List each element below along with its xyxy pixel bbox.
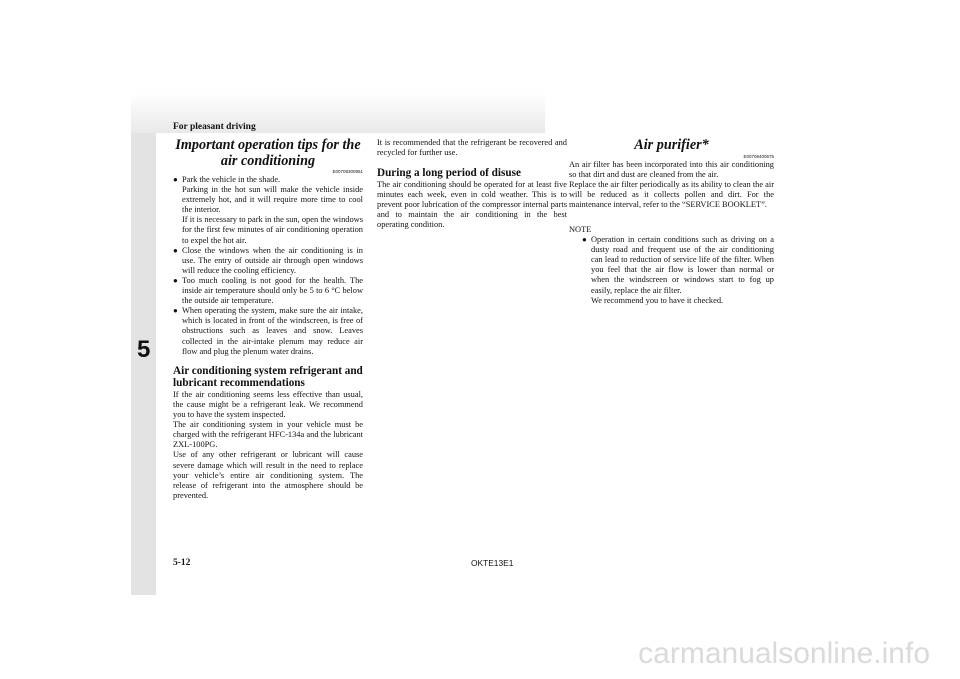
bullet-icon: ● xyxy=(173,306,178,316)
bullet-text: Close the windows when the air conditioning is in use. The entry of outside air through open windows will reduce the cooling efficiency. xyxy=(182,245,363,275)
paragraph: Replace the air filter periodically as its ability to clean the air will be reduced as it collects pollen and dirt. For the maintenance interval, refer to the “SERVICE BOOKLET”. xyxy=(569,179,774,209)
chapter-number: 5 xyxy=(137,336,151,363)
bullet-text: Park the vehicle in the shade. xyxy=(182,175,281,184)
section-code: E00708400675 xyxy=(743,153,774,159)
bullet-icon: ● xyxy=(173,175,178,184)
paragraph: The air conditioning should be operated for at least five minutes each week, even in cold weather. This is to prevent poor lubrication of the compressor internal parts and to maintain the air conditioning in the best operating condition. xyxy=(377,179,567,230)
section-heading-disuse: During a long period of disuse xyxy=(377,167,521,180)
column-2 xyxy=(377,138,567,230)
bullet-item xyxy=(173,175,363,246)
paragraph: The air conditioning system in your vehicle must be charged with the refrigerant HFC-134a and the lubricant ZXL-100PG. xyxy=(173,420,363,450)
paragraph: An air filter has been incorporated into this air conditioning so that dirt and dust are cleaned from the air. xyxy=(569,159,774,179)
note-text: We recommend you to have it checked. xyxy=(591,295,724,305)
note-label: NOTE xyxy=(569,224,592,234)
section-heading-refrigerant: Air conditioning system refrigerant and lubricant recommendations xyxy=(173,364,363,390)
note-body xyxy=(569,235,774,306)
note-text: Operation in certain conditions such as driving on a dusty road and frequent use of the air conditioning can lead to reduction of service life of the filter. When you feel that the air flow is lower than normal or when the windscreen or windows start to fog up easily, replace the air filter. xyxy=(591,235,774,295)
paragraph: If the air conditioning seems less effective than usual, the cause might be a refrigerant leak. We recommend you to have the system inspected. xyxy=(173,389,363,420)
running-header: For pleasant driving xyxy=(173,122,256,132)
column-1 xyxy=(173,138,363,501)
bullet-text: If it is necessary to park in the sun, open the windows for the first few minutes of air conditioning operation to expel the hot air. xyxy=(182,215,363,245)
note-bullet xyxy=(582,235,774,306)
section-heading-air-purifier: Air purifier* xyxy=(634,137,709,153)
watermark: carmanualsonline.info xyxy=(638,637,930,670)
footer-code: OKTE13E1 xyxy=(471,558,514,568)
paragraph: It is recommended that the refrigerant be recovered and recycled for further use. xyxy=(377,138,567,158)
section-code: E00708300951 xyxy=(332,169,363,174)
bullet-icon: ● xyxy=(173,275,178,285)
bullet-icon: ● xyxy=(582,235,587,245)
bullet-item xyxy=(173,276,363,306)
bullet-text: Parking in the hot sun will make the vehicle inside extremely hot, and it will require more time to cool the interior. xyxy=(182,185,363,215)
bullet-item xyxy=(173,306,363,356)
chapter-tab xyxy=(131,133,156,595)
bullet-icon: ● xyxy=(173,245,178,255)
bullet-text: Too much cooling is not good for the health. The inside air temperature should only be 5 to 6 °C below the outside air temperature. xyxy=(182,275,363,306)
paragraph: Use of any other refrigerant or lubricant will cause severe damage which will result in the need to replace your vehicle’s entire air conditioning system. The release of refrigerant into the atmosphere should be prevented. xyxy=(173,450,363,500)
column-3 xyxy=(569,138,774,306)
page-number: 5-12 xyxy=(173,558,191,568)
bullet-text: When operating the system, make sure the air intake, which is located in front of the windscreen, is free of obstructions such as leaves and snow. Leaves collected in the air-intake plenum may reduce air flow and plug the plenum water drains. xyxy=(182,306,363,356)
section-heading-tips: Important operation tips for the air conditioning xyxy=(175,137,361,169)
bullet-item xyxy=(173,246,363,276)
